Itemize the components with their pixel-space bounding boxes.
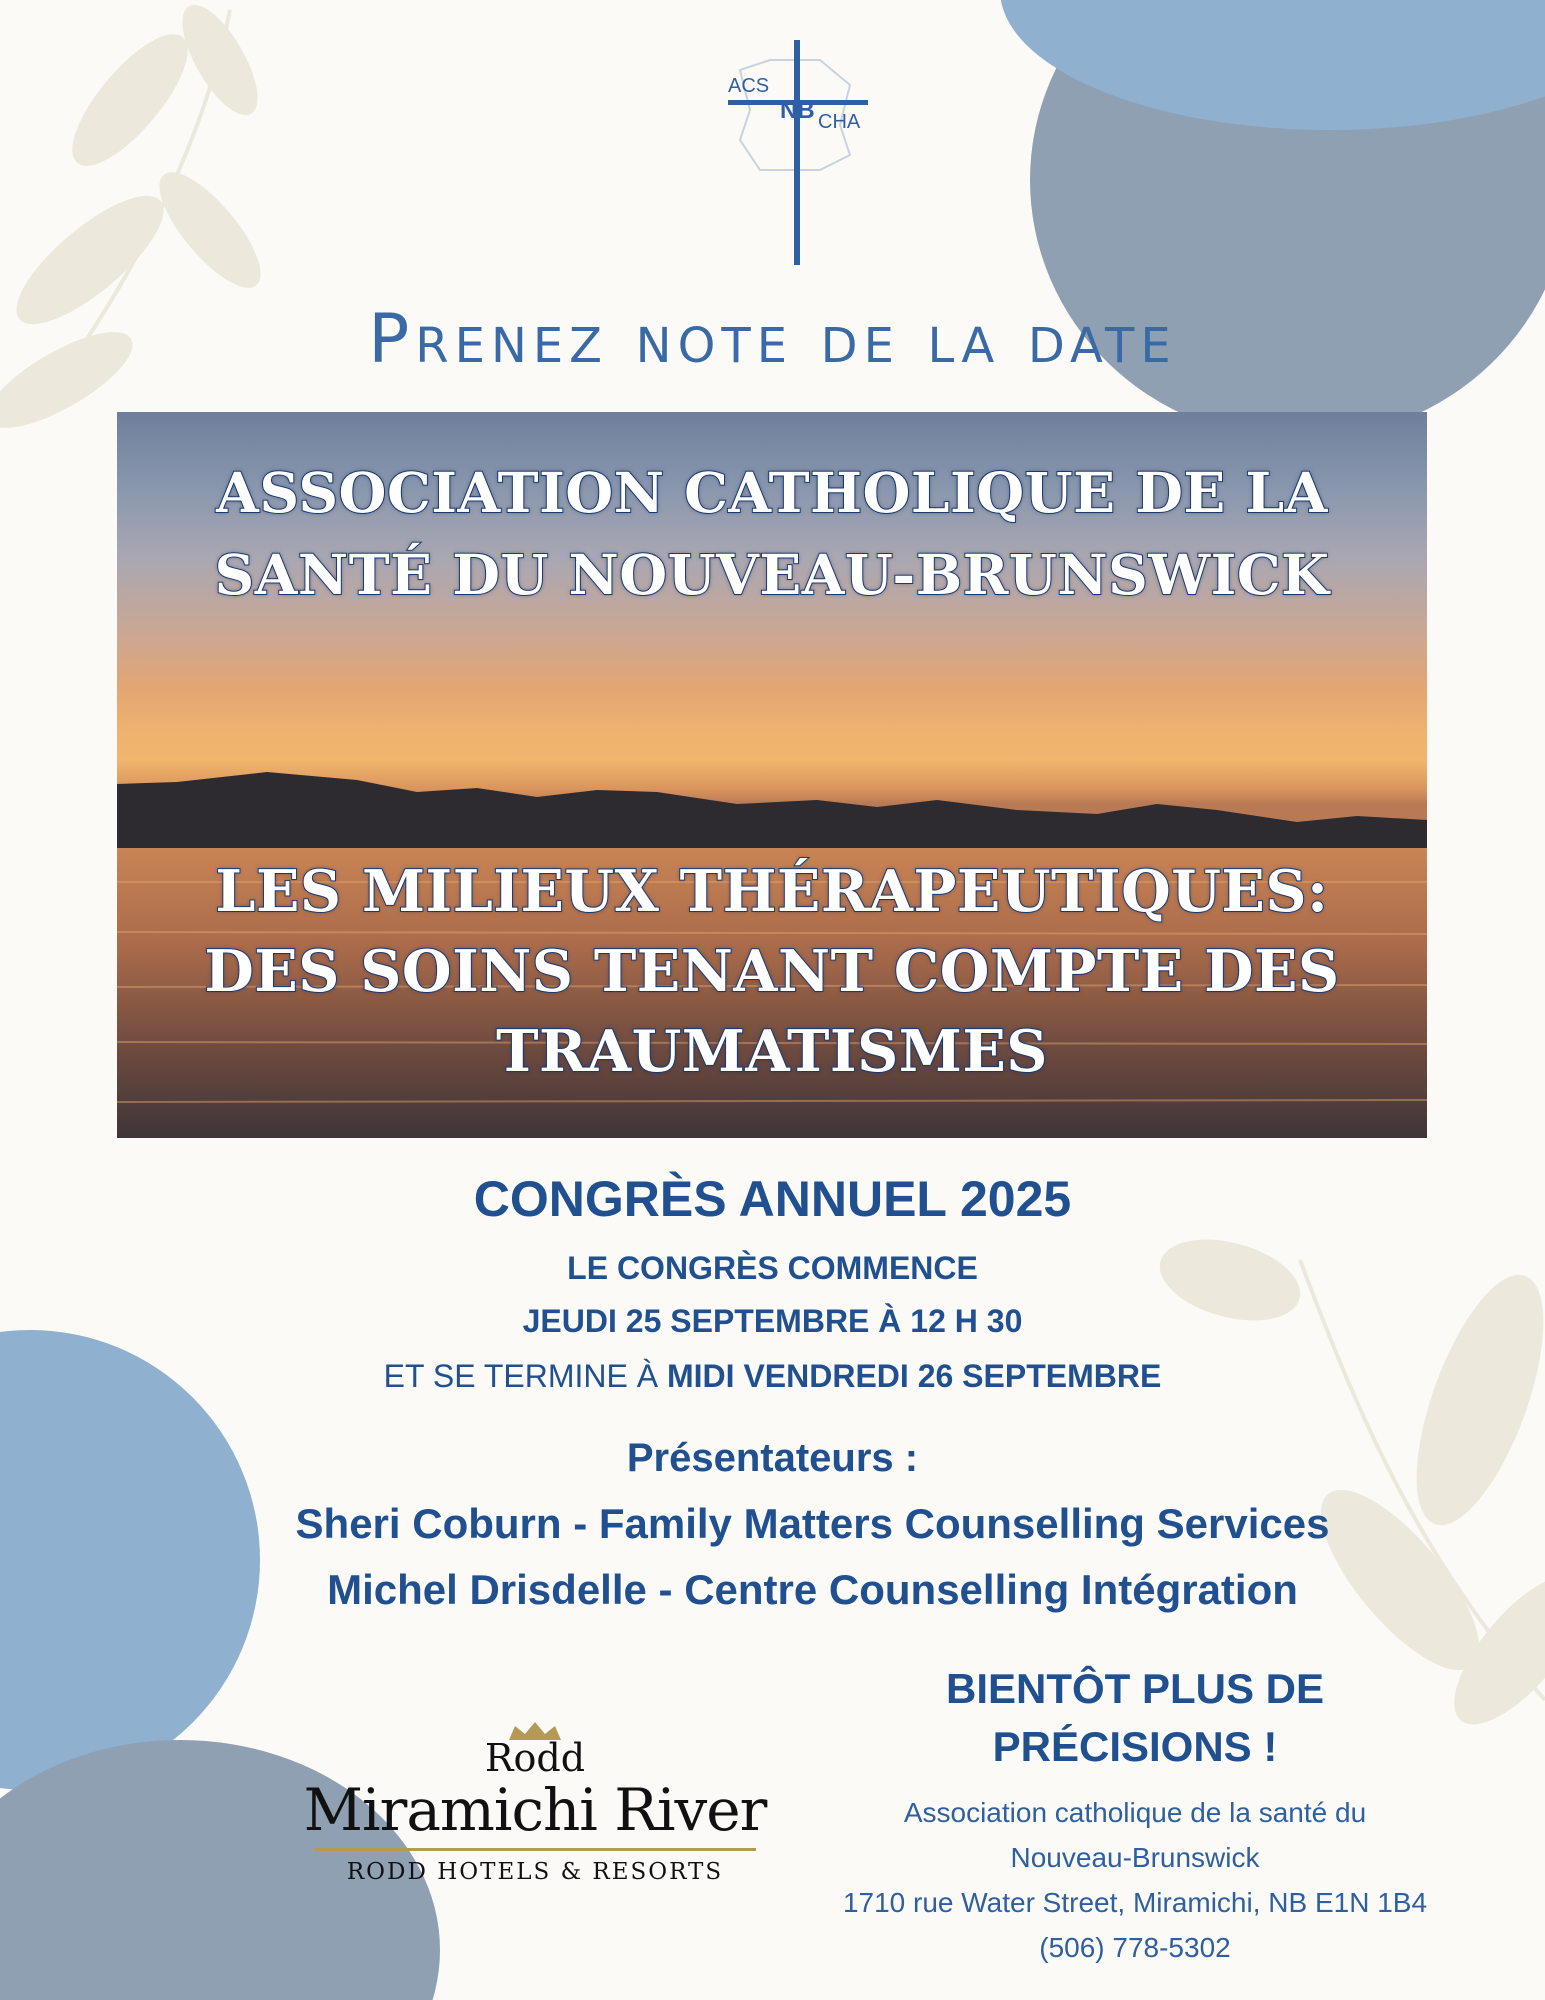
bottom-left-blue-circle (0, 1330, 260, 1790)
sunset-photo-banner (117, 412, 1427, 1138)
banner-subtitle (117, 852, 1427, 1092)
presenter-item: Sheri Coburn - Family Matters Counselling Services (295, 1500, 1330, 1547)
presenter-item: Michel Drisdelle - Centre Counselling Intégration (327, 1566, 1298, 1613)
contact-phone: (506) 778-5302 (1039, 1932, 1231, 1963)
more-info-note (770, 1660, 1500, 1776)
contact-block (770, 1790, 1500, 1970)
event-end-date: MIDI VENDREDI 26 SEPTEMBRE (667, 1358, 1162, 1394)
venue-logo-subtitle: RODD HOTELS & RESORTS (346, 1859, 724, 1885)
event-end-line (0, 1358, 1545, 1395)
contact-org-line: Association catholique de la santé du (903, 1797, 1367, 1828)
logo-text-nb: NB (780, 97, 815, 124)
acs-nb-cha-logo (700, 30, 880, 270)
venue-logo-small: Rodd (484, 1736, 586, 1780)
venue-logo-name: Miramichi River (303, 1776, 767, 1844)
headline: Prenez note de la date (368, 300, 1177, 379)
hills-silhouette (117, 772, 1427, 852)
logo-text-cha: CHA (818, 111, 861, 133)
event-end-prefix: ET SE TERMINE À (383, 1358, 667, 1394)
event-title: CONGRÈS ANNUEL 2025 (473, 1171, 1072, 1227)
banner-title (117, 452, 1427, 616)
venue-logo-divider (314, 1848, 756, 1851)
contact-address: 1710 rue Water Street, Miramichi, NB E1N 1B4 (842, 1887, 1428, 1918)
event-start-label: LE CONGRÈS COMMENCE (567, 1250, 978, 1286)
rodd-miramichi-river-logo (300, 1720, 770, 1885)
banner-subtitle-line: DES SOINS TENANT COMPTE DES (204, 938, 1340, 1005)
more-info-line: BIENTÔT PLUS DE (945, 1665, 1325, 1712)
contact-org-line: Nouveau-Brunswick (1010, 1842, 1260, 1873)
banner-title-line: ASSOCIATION CATHOLIQUE DE LA (216, 460, 1328, 525)
presenters-label: Présentateurs : (626, 1436, 919, 1480)
banner-title-line: SANTÉ DU NOUVEAU-BRUNSWICK (214, 542, 1330, 607)
more-info-line: PRÉCISIONS ! (992, 1723, 1278, 1770)
banner-subtitle-line: TRAUMATISMES (496, 1018, 1048, 1085)
logo-text-acs: ACS (728, 75, 770, 97)
event-start-date: JEUDI 25 SEPTEMBRE À 12 H 30 (522, 1303, 1023, 1339)
banner-subtitle-line: LES MILIEUX THÉRAPEUTIQUES: (215, 858, 1329, 925)
cross-vertical-bar (794, 40, 800, 265)
